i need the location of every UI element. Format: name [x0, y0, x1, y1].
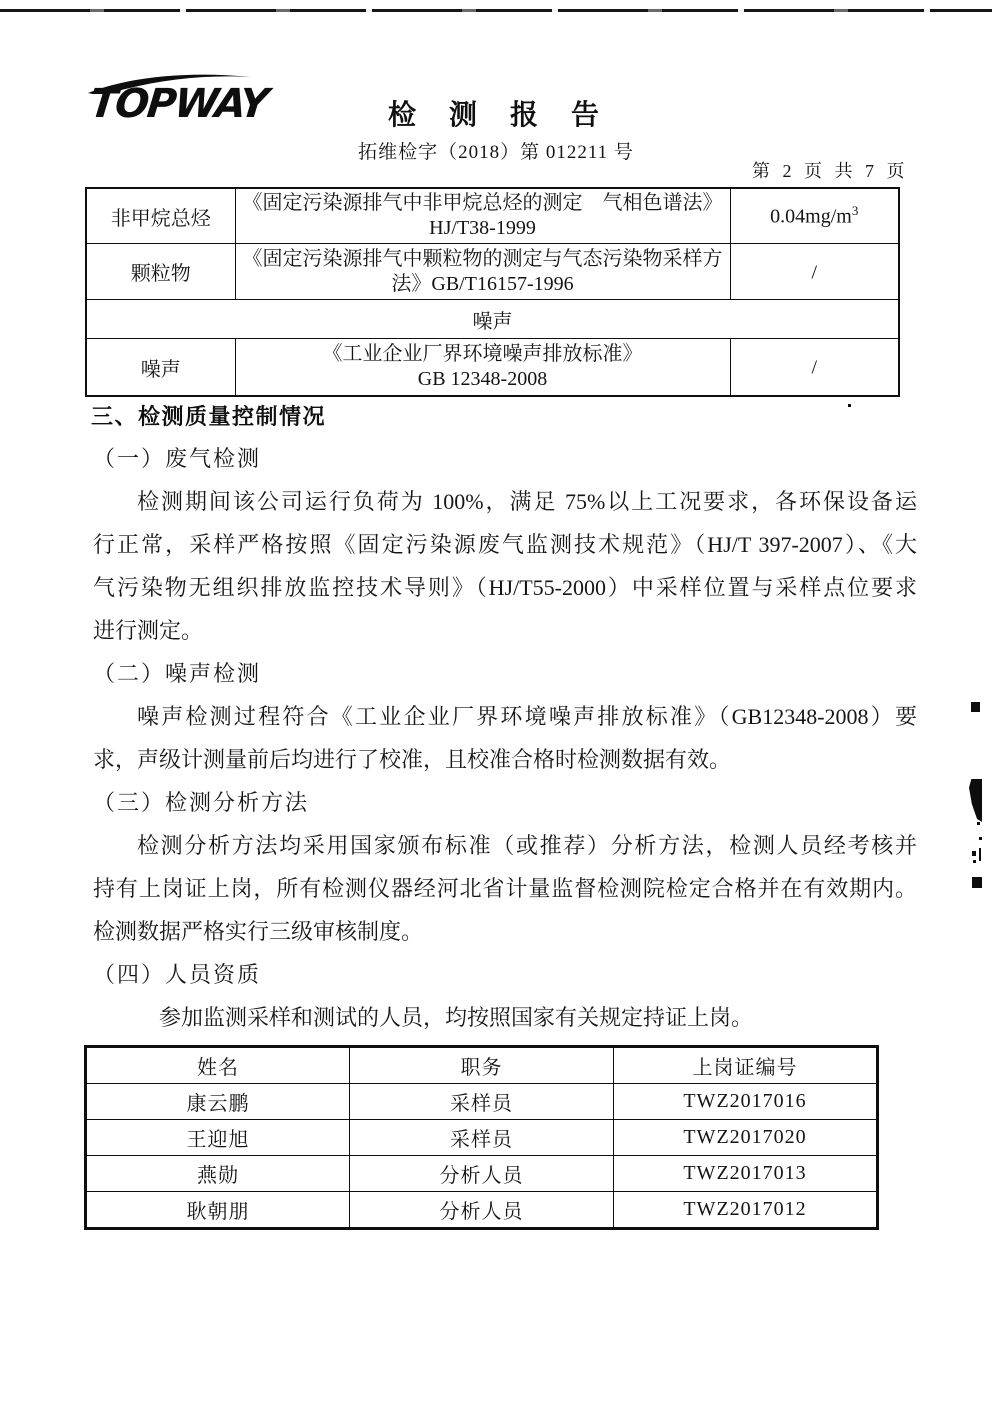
- scan-artifact-mark: [971, 702, 980, 712]
- table-row: [86, 1192, 878, 1229]
- person-name-cell: 康云鹏: [86, 1084, 350, 1120]
- result-superscript: 3: [851, 203, 859, 219]
- person-role-cell: 分析人员: [350, 1156, 614, 1192]
- method-cell: [235, 244, 730, 300]
- method-cell: [235, 339, 730, 397]
- paragraph-line: 持有上岗证上岗，所有检测仪器经河北省计量监督检测院检定合格并在有效期内。: [93, 876, 917, 901]
- paragraph-line: 噪声检测过程符合《工业企业厂界环境噪声排放标准》（GB12348-2008）要: [137, 704, 917, 729]
- paragraph-line: 检测分析方法均采用国家颁布标准（或推荐）分析方法，检测人员经考核并: [137, 833, 917, 858]
- table-header-row: [86, 1047, 878, 1084]
- scan-artifact-mark: [979, 837, 982, 840]
- scan-artifact-mark: [848, 404, 851, 407]
- document-title: 检测报告: [388, 100, 633, 131]
- page-indicator: 第 2 页 共 7 页: [752, 161, 907, 181]
- paragraph-line: 求，声级计测量前后均进行了校准，且校准合格时检测数据有效。: [93, 747, 732, 772]
- person-cert-cell: TWZ2017012: [614, 1192, 878, 1229]
- topway-logo: [87, 78, 290, 134]
- person-role-cell: 采样员: [350, 1084, 614, 1120]
- result-value: /: [811, 261, 818, 284]
- pollutant-name-cell: 颗粒物: [86, 244, 235, 300]
- noise-band-cell: 噪声: [86, 300, 899, 339]
- paragraph-line: 气污染物无组织排放监控技术导则》（HJ/T55-2000）中采样位置与采样点位要求: [93, 575, 917, 600]
- pollutant-name-cell: 噪声: [86, 339, 235, 397]
- table-section-band: [86, 300, 899, 339]
- scan-artifact-mark: [977, 822, 980, 825]
- section-heading: 三、检测质量控制情况: [91, 404, 327, 429]
- method-cell: [235, 188, 730, 244]
- table-row: [86, 188, 899, 244]
- method-code-line: 法》GB/T16157-1996: [391, 272, 574, 295]
- table-row: [86, 1084, 878, 1120]
- subsection-title: （三）检测分析方法: [93, 790, 310, 815]
- scan-artifact-mark: [972, 851, 976, 856]
- method-code-line: HJ/T38-1999: [429, 217, 536, 239]
- result-value: 0.04mg/m: [770, 205, 852, 228]
- pollutant-name-cell: 非甲烷总烃: [86, 188, 235, 244]
- subsection-title: （四）人员资质: [93, 962, 262, 987]
- person-cert-cell: TWZ2017020: [614, 1120, 878, 1156]
- person-role-cell: 采样员: [350, 1120, 614, 1156]
- paragraph-line: 进行测定。: [93, 618, 204, 643]
- paragraph-line: 检测期间该公司运行负荷为 100%，满足 75%以上工况要求，各环保设备运: [137, 489, 917, 514]
- personnel-table: [84, 1045, 879, 1230]
- paragraph-line: 检测数据严格实行三级审核制度。: [93, 919, 424, 944]
- paragraph-line: 行正常，采样严格按照《固定污染源废气监测技术规范》（HJ/T 397-2007）、《大: [93, 532, 917, 557]
- table-row: [86, 339, 899, 397]
- method-standards-table: [85, 187, 900, 397]
- scan-artifact-mark: [969, 779, 982, 822]
- header-cert-no: 上岗证编号: [614, 1047, 878, 1084]
- table-row: [86, 244, 899, 300]
- result-value: /: [811, 356, 818, 379]
- report-number: 拓维检字（2018）第 012211 号: [358, 142, 634, 163]
- logo-text: TOPWAY: [87, 81, 270, 127]
- scan-artifact-mark: [979, 848, 981, 861]
- person-name-cell: 燕勋: [86, 1156, 350, 1192]
- method-code-line: GB 12348-2008: [417, 368, 548, 390]
- header-role: 职务: [350, 1047, 614, 1084]
- body-text-flow: [93, 437, 917, 1039]
- table-row: [86, 1156, 878, 1192]
- scan-artifact-mark: [973, 860, 976, 863]
- person-name-cell: 王迎旭: [86, 1120, 350, 1156]
- method-title-line: 《工业企业厂界环境噪声排放标准》: [322, 343, 643, 365]
- table-row: [86, 1120, 878, 1156]
- person-name-cell: 耿朝朋: [86, 1192, 350, 1229]
- result-cell: [730, 339, 899, 397]
- result-cell: [730, 188, 899, 244]
- method-title-line: 《固定污染源排气中非甲烷总烃的测定 气相色谱法》: [242, 192, 723, 214]
- paragraph-line: 参加监测采样和测试的人员，均按照国家有关规定持证上岗。: [159, 1005, 754, 1030]
- person-cert-cell: TWZ2017016: [614, 1084, 878, 1120]
- subsection-title: （二）噪声检测: [93, 661, 262, 686]
- person-role-cell: 分析人员: [350, 1192, 614, 1229]
- person-cert-cell: TWZ2017013: [614, 1156, 878, 1192]
- scan-artifact-top-line: [0, 9, 992, 12]
- method-title-line: 《固定污染源排气中颗粒物的测定与气态污染物采样方: [242, 247, 723, 270]
- result-cell: [730, 244, 899, 300]
- scan-artifact-mark: [972, 877, 982, 888]
- subsection-title: （一）废气检测: [93, 446, 262, 471]
- header-name: 姓名: [86, 1047, 350, 1084]
